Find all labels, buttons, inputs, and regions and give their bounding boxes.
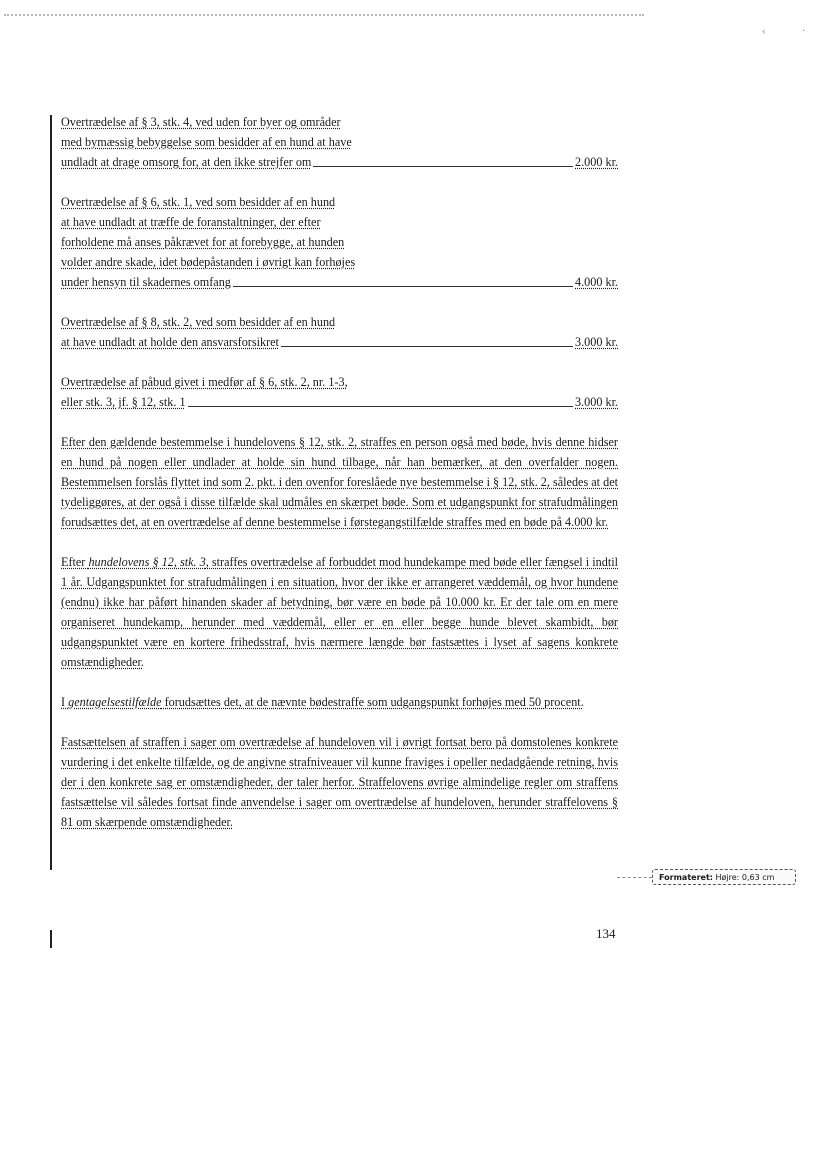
fine-line: Overtrædelse af § 8, stk. 2, ved som besidder af en hund [61, 315, 336, 329]
law-reference: hundelovens § 12, stk. 3 [88, 555, 206, 569]
leader-line [233, 272, 573, 287]
paragraph-sentencing: Fastsættelsen af straffen i sager om overtrædelse af hundeloven vil i øvrigt fortsat bero på domstolenes konkrete vurdering i det enkelte tilfælde, og de angivne strafniveauer vil kunne fraviges i opeller nedadgående retning, hvis der i den konkrete sag er omstændigheder, der taler herfor. Straffelovens øvrige almindelige regler om straffens fastsættelse vil således fortsat finde anvendelse i sager om overtrædelse af hundeloven, herunder straffelovens § 81 om skærpende omstændigheder. [61, 735, 618, 829]
balloon-label: Formateret: [659, 873, 713, 882]
fine-line: med bymæssig bebyggelse som besidder af en hund at have [61, 135, 352, 149]
fine-entry-2 [61, 192, 618, 292]
fine-entry-1 [61, 112, 618, 172]
revision-change-bar-footer [50, 930, 52, 948]
fine-amount: 3.000 kr. [575, 395, 618, 409]
corner-mark-right: · [802, 26, 806, 37]
text-run: I [61, 695, 69, 709]
fine-amount: 4.000 kr. [575, 275, 618, 289]
fine-line: Overtrædelse af § 6, stk. 1, ved som besidder af en hund [61, 195, 336, 209]
leader-line [188, 392, 573, 407]
fine-line: Overtrædelse af § 3, stk. 4, ved uden for byer og områder [61, 115, 341, 129]
emphasis-term: gentagelsestilfælde [68, 695, 162, 709]
fine-line: at have undladt at træffe de foranstaltninger, der efter [61, 215, 321, 229]
comment-connector [617, 877, 652, 878]
fine-line: volder andre skade, idet bødepåstanden i øvrigt kan forhøjes [61, 255, 356, 269]
scan-edge-artifact [4, 14, 644, 19]
fine-entry-4 [61, 372, 618, 412]
paragraph-repeat-offence [61, 692, 618, 712]
fine-amount: 2.000 kr. [575, 155, 618, 169]
balloon-text: Højre: 0,63 cm [712, 873, 775, 882]
page-number: 134 [596, 926, 616, 941]
text-run: Efter [61, 555, 89, 569]
revision-change-bar [50, 115, 52, 870]
formatting-balloon[interactable] [652, 869, 796, 885]
leader-line [313, 152, 573, 167]
fine-entry-3 [61, 312, 618, 352]
fine-line: eller stk. 3, jf. § 12, stk. 1 [61, 395, 186, 409]
text-run: , straffes overtrædelse af forbuddet mod hundekampe med bøde eller fængsel i indtil 1 år. Udgangspunktet for strafudmålingen i en situation, hvor der ikke er arrangeret væddemål, og hvor hundene (endnu) ikke har påført hinanden skader af betydning, bør være en bøde på 10.000 kr. Er der tale om en mere organiseret hundekamp, herunder med væddemål, eller er en eller begge hunde blevet skambidt, bør udgangspunktet være en kortere frihedsstraf, hvis nærmere længde bør fastsættes i lyset af sagens konkrete omstændigheder. [61, 555, 618, 669]
text-run: forudsættes det, at de nævnte bødestraffe som udgangspunkt forhøjes med 50 procent. [161, 695, 584, 709]
fine-amount: 3.000 kr. [575, 335, 618, 349]
fine-line: Overtrædelse af påbud givet i medfør af § 6, stk. 2, nr. 1-3, [61, 375, 348, 389]
fine-line: under hensyn til skadernes omfang [61, 275, 231, 289]
fine-line: undladt at drage omsorg for, at den ikke strejfer om [61, 155, 312, 169]
fine-line: forholdene må anses påkrævet for at forebygge, at hunden [61, 235, 345, 249]
fine-line: at have undladt at holde den ansvarsforsikret [61, 335, 279, 349]
paragraph-dogfights [61, 552, 618, 672]
corner-mark-left: ‹ [762, 26, 766, 37]
leader-line [281, 332, 573, 347]
paragraph-incitement: Efter den gældende bestemmelse i hundelovens § 12, stk. 2, straffes en person også med bøde, hvis denne hidser en hund på nogen eller undlader at holde sin hund tilbage, når han bemærker, at den overfalder nogen. Bestemmelsen forslås flyttet ind som 2. pkt. i den ovenfor foreslåede nye bestemmelse i § 12, stk. 2, således at det tydeliggøres, at der også i disse tilfælde skal udmåles en skærpet bøde. Som et udgangspunkt for strafudmålingen forudsættes det, at en overtrædelse af denne bestemmelse i førstegangstilfælde straffes med en bøde på 4.000 kr. [61, 435, 618, 529]
document-body [61, 112, 618, 852]
